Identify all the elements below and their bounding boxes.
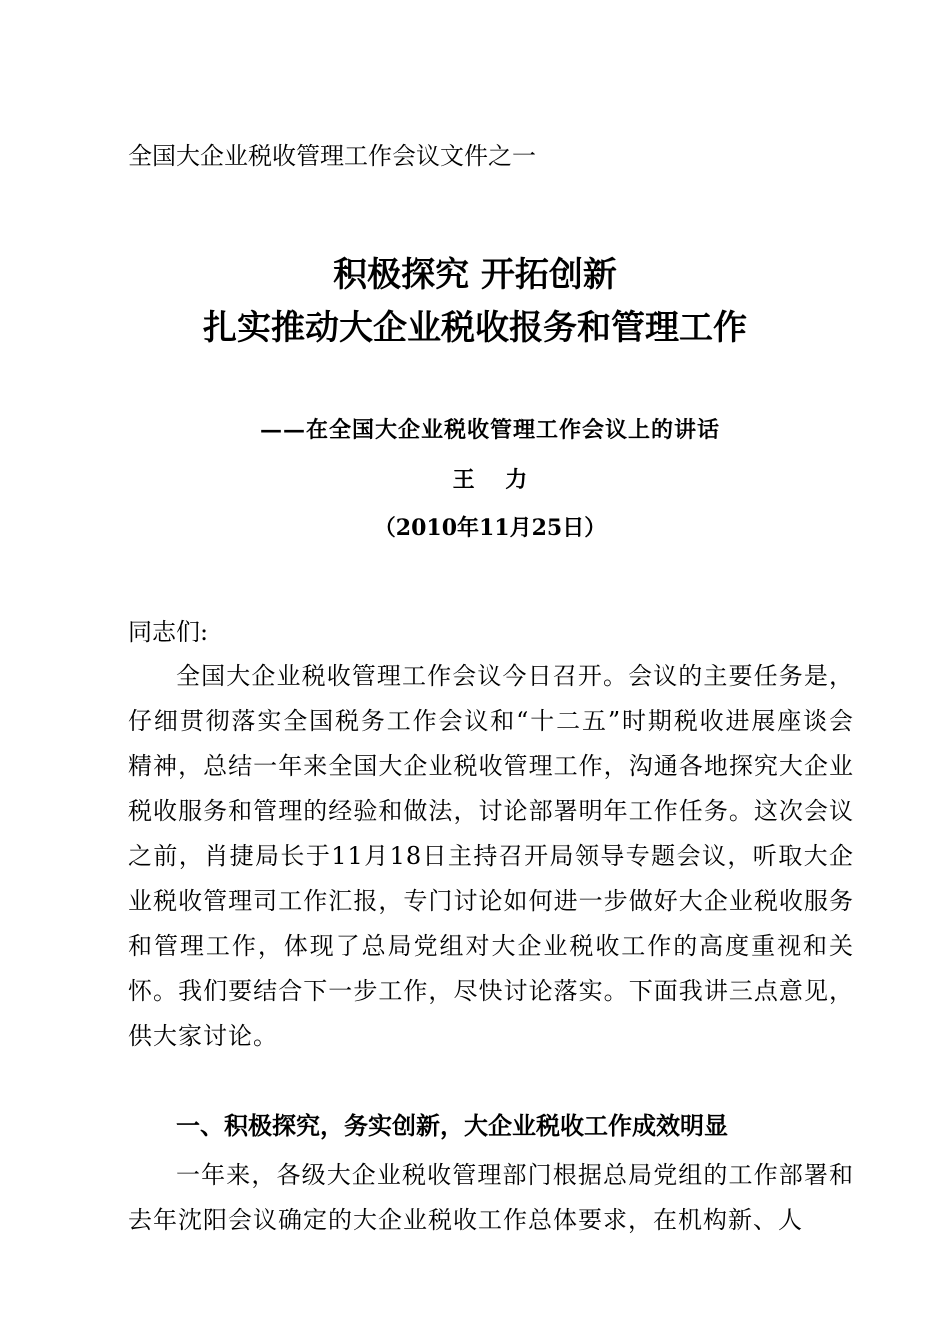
- speech-subtitle: ——在全国大企业税收管理工作会议上的讲话: [259, 417, 720, 443]
- body-paragraph-2: 一年来，各级大企业税收管理部门根据总局党组的工作部署和去年沈阳会议确定的大企业税收工作总体要求，在机构新、人: [128, 1161, 854, 1234]
- document-series-label: 全国大企业税收管理工作会议文件之一: [128, 142, 536, 170]
- section-heading-1: 一、积极探究，务实创新，大企业税收工作成效明显: [176, 1112, 728, 1140]
- title-line-2: 扎实推动大企业税收报务和管理工作: [203, 308, 747, 348]
- speech-date: （2010年11月25日）: [373, 515, 607, 541]
- title-line-1: 积极探究 开拓创新: [333, 255, 617, 295]
- speaker-name: 王 力: [452, 467, 528, 493]
- salutation: 同志们:: [128, 618, 209, 646]
- body-paragraph-1: 全国大企业税收管理工作会议今日召开。会议的主要任务是，仔细贯彻落实全国税务工作会议和“十二五”时期税收进展座谈会精神，总结一年来全国大企业税收管理工作，沟通各地探究大企业税收服务和管理的经验和做法，讨论部署明年工作任务。这次会议之前，肖捷局长于11月18日主持召开局领导专题会议，听取大企业税收管理司工作汇报，专门讨论如何进一步做好大企业税收服务和管理工作，体现了总局党组对大企业税收工作的高度重视和关怀。我们要结合下一步工作，尽快讨论落实。下面我讲三点意见，供大家讨论。: [128, 662, 854, 1050]
